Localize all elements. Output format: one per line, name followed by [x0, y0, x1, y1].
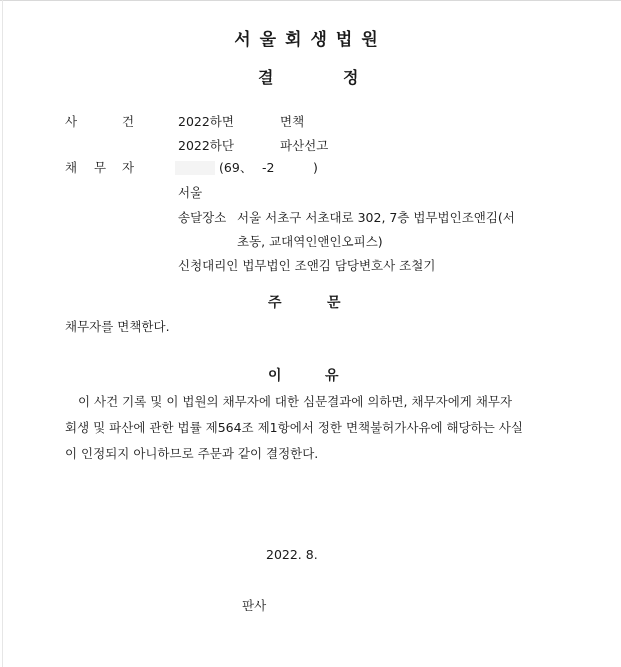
case-name-1: 면책: [280, 114, 305, 129]
case-number-1: 2022하면: [178, 114, 234, 129]
applicant-agent: 신청대리인 법무법인 조앤김 담당변호사 조철기: [178, 258, 436, 273]
order-title-char-1: 주: [268, 295, 282, 311]
reason-line-3: 이 인정되지 아니하므로 주문과 같이 결정한다.: [65, 446, 319, 461]
debtor-address: 서울: [178, 185, 203, 200]
order-text: 채무자를 면책한다.: [65, 319, 170, 334]
service-address-line-2: 초동, 교대역인앤인오피스): [237, 234, 383, 249]
debtor-id-part2: -2: [262, 160, 275, 175]
debtor-id-close: ): [313, 160, 318, 175]
debtor-label-char-2: 무: [94, 160, 107, 175]
case-name-2: 파산선고: [280, 138, 329, 153]
doc-kind-char-1: 결: [258, 68, 274, 87]
reason-line-2: 회생 및 파산에 관한 법률 제564조 제1항에서 정한 면책불허가사유에 해당하는 사실: [65, 420, 523, 435]
debtor-label-char-3: 자: [122, 160, 135, 175]
page-left-edge: [2, 0, 3, 667]
decision-date: 2022. 8.: [266, 547, 318, 562]
court-name: 서울회생법원: [234, 30, 387, 50]
debtor-id-part1: (69: [219, 160, 240, 175]
debtor-id-separator: 、: [240, 160, 253, 175]
service-address-line-1: 서울 서초구 서초대로 302, 7층 법무법인조앤김(서: [237, 210, 515, 225]
reason-line-1: 이 사건 기록 및 이 법원의 채무자에 대한 심문결과에 의하면, 채무자에게 채무자: [78, 394, 513, 409]
reason-title-char-1: 이: [268, 368, 282, 384]
case-label-char-2: 건: [122, 114, 135, 129]
redacted-name-area: [175, 161, 215, 175]
reason-title-char-2: 유: [325, 368, 339, 384]
order-title-char-2: 문: [327, 295, 341, 311]
debtor-label-char-1: 채: [65, 160, 78, 175]
doc-kind-char-2: 정: [343, 68, 359, 87]
service-label: 송달장소: [178, 210, 227, 225]
case-label-char-1: 사: [65, 114, 78, 129]
page-top-edge: [0, 0, 621, 1]
judge-title: 판사: [242, 598, 267, 613]
case-number-2: 2022하단: [178, 138, 234, 153]
